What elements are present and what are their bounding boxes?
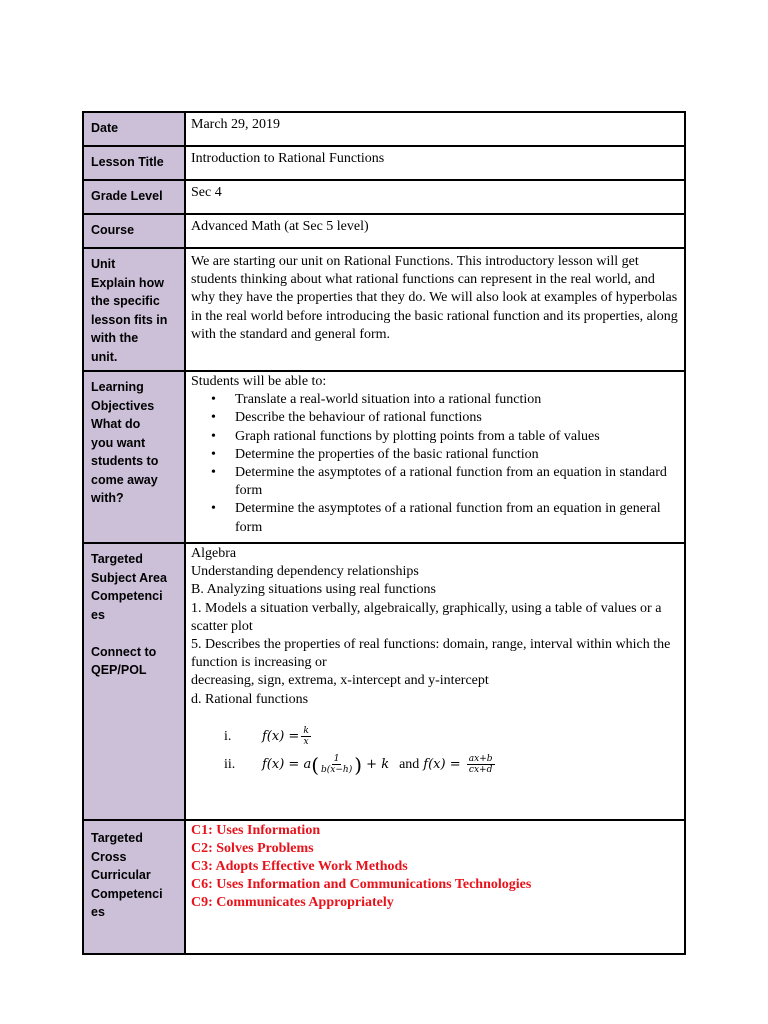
row-subject-competencies [83,543,685,820]
unit-label-line: unit. [91,349,118,364]
close-paren: ) [354,752,363,777]
competencies-label [83,543,185,820]
unit-label-line: lesson fits in [91,312,168,327]
competencies-content [185,543,685,820]
objectives-label-line: Learning [91,380,144,394]
date-label: Date [83,112,185,146]
row-learning-objectives [83,371,685,543]
unit-label-line: with the [91,331,139,345]
row-grade-level [83,180,685,214]
objectives-label-line: Objectives [91,398,155,413]
formula-basic [224,723,678,751]
row-cross-curricular [83,820,685,954]
cross-label-line: Competenci [91,886,163,901]
grade-level-value: Sec 4 [185,180,685,214]
formula-tail: + k [362,756,390,772]
competency-line: Algebra [191,546,237,561]
cross-curricular-label [83,820,185,954]
cross-competency: C9: Communicates Appropriately [191,895,394,910]
date-value: March 29, 2019 [185,112,685,146]
competencies-label-line [91,624,182,643]
objective-item [211,446,678,464]
formula-and: and [399,756,420,772]
competencies-label-line: QEP/POL [91,663,147,677]
competency-line: 1. Models a situation verbally, algebraically, graphically, using a table of values or a scatter plot [191,600,662,634]
competency-line: Understanding dependency relationships [191,564,419,580]
unit-label [83,248,185,371]
objective-text: Translate a real-world situation into a rational function [235,392,542,408]
objective-item [211,428,678,446]
competency-line: d. Rational functions [191,691,309,707]
competencies-label-line: Competenci [91,589,163,603]
bullet-icon: • [211,428,216,444]
row-lesson-title [83,146,685,180]
grade-level-label: Grade Level [83,180,185,214]
competency-line: B. Analyzing situations using real functions [191,582,436,598]
competencies-label-line: es [91,607,105,622]
cross-competency: C3: Adopts Effective Work Methods [191,859,408,874]
objective-text: Describe the behaviour of rational functions [235,410,482,426]
objective-text: Determine the asymptotes of a rational function from an equation in standard form [235,465,667,499]
fraction-numerator: 1 [333,754,340,765]
fraction [301,726,310,747]
objectives-label-line: with? [91,491,124,505]
formulas-block [191,723,678,779]
objective-item [211,391,678,409]
fraction-denominator: x [303,737,309,748]
course-label: Course [83,214,185,248]
open-paren: ( [311,752,320,777]
bullet-icon: • [211,465,216,481]
course-value: Advanced Math (at Sec 5 level) [185,214,685,248]
objectives-label-line: you want [91,435,146,450]
objective-text: Determine the asymptotes of a rational function from an equation in general form [235,501,661,535]
formula-standard-general [224,751,678,779]
lesson-plan-table [82,111,686,955]
row-course [83,214,685,248]
cross-curricular-list [185,820,685,954]
objective-item [211,500,678,536]
bullet-icon: • [211,501,216,517]
fraction-general [467,754,495,775]
unit-label-line: Explain how [91,275,164,290]
formula-number: i. [224,728,232,744]
formula-lhs-general: f(x) = [423,756,465,772]
formula-lhs: f(x) = a [262,756,312,772]
unit-description: We are starting our unit on Rational Functions. This introductory lesson will get students thinking about what rational functions can represent in the real world, and why they have the properties that they do. We will also look at examples of hyperbolas in the real world before introducing the basic rational function and its properties, along with the standard and general form. [185,248,685,371]
cross-label-line: Cross [91,849,127,864]
fraction-denominator: b(x−h) [321,765,353,776]
fraction-numerator: k [303,726,309,737]
objectives-label-line: What do [91,417,141,431]
objective-item [211,464,678,500]
bullet-icon: • [211,410,216,426]
fraction [321,754,352,775]
cross-competency: C6: Uses Information and Communications Technologies [191,877,532,892]
competency-line: decreasing, sign, extrema, x-intercept and y-intercept [191,673,489,689]
objectives-intro: Students will be able to: [191,374,327,389]
objective-item [211,409,678,427]
competencies-label-line: Subject Area [91,570,167,585]
competency-line: 5. Describes the properties of real functions: domain, range, interval within which the function is increasing or [191,637,671,671]
formula-number: ii. [224,756,236,772]
cross-competency: C1: Uses Information [191,823,321,838]
objectives-label-line: students to [91,454,159,468]
objectives-list [191,391,678,537]
formula-lhs: f(x) = [262,728,300,744]
competencies-label-line: Connect to [91,644,157,659]
unit-label-line: Unit [91,257,116,271]
lesson-title-value: Introduction to Rational Functions [185,146,685,180]
objective-text: Graph rational functions by plotting points from a table of values [235,428,600,444]
cross-label-line: Curricular [91,868,151,882]
competencies-label-line: Targeted [91,552,143,566]
row-date [83,112,685,146]
objective-text: Determine the properties of the basic rational function [235,446,539,462]
fraction-numerator: ax+b [468,754,493,765]
lesson-title-label: Lesson Title [83,146,185,180]
objectives-content [185,371,685,543]
fraction-denominator: cx+d [468,765,493,776]
cross-label-line: Targeted [91,831,143,845]
bullet-icon: • [211,446,216,462]
objectives-label-line: come away [91,472,158,487]
cross-competency: C2: Solves Problems [191,841,314,856]
unit-label-line: the specific [91,294,160,308]
bullet-icon: • [211,392,216,408]
cross-label-line: es [91,905,105,919]
objectives-label [83,371,185,543]
row-unit [83,248,685,371]
